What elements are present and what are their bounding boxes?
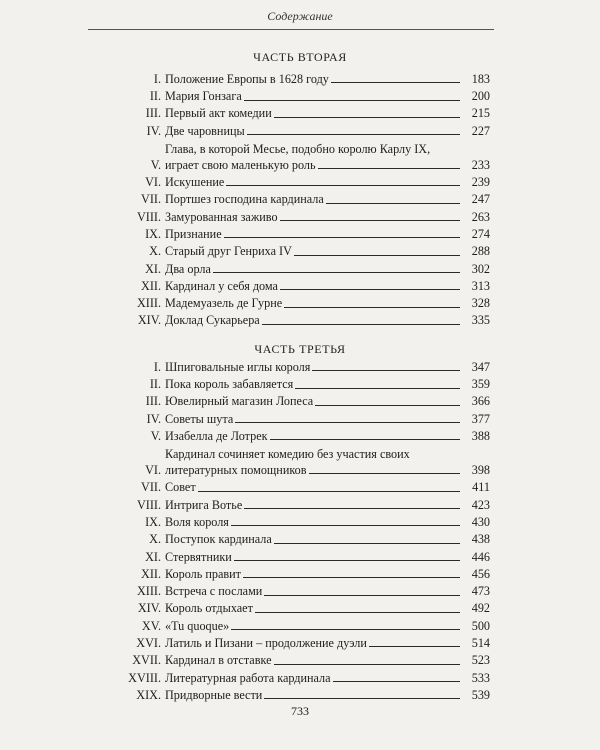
chapter-page: 274 [471, 226, 490, 241]
toc-entry [100, 259, 490, 276]
chapter-number: VIII. [136, 209, 161, 224]
toc-entry-body [165, 654, 462, 667]
dot-leader [369, 646, 460, 647]
chapter-title: Две чаровницы [165, 123, 245, 138]
dot-leader [274, 117, 460, 118]
chapter-title: Ювелирный магазин Лопеса [165, 394, 314, 409]
toc-entry-body [165, 211, 462, 224]
chapter-title: Доклад Сукарьера [165, 313, 260, 328]
chapter-number: XI. [145, 261, 161, 276]
toc-entry [100, 409, 490, 426]
chapter-title-line2: играет свою маленькую роль [165, 157, 316, 172]
dot-leader [331, 82, 460, 83]
chapter-page: 411 [472, 480, 490, 495]
chapter-title: Король отдыхает [165, 601, 253, 616]
toc-entry [100, 311, 490, 328]
chapter-page: 302 [471, 261, 490, 276]
dot-leader [264, 595, 460, 596]
dot-leader [224, 237, 460, 238]
toc-entry-body [165, 176, 462, 189]
chapter-title: Шпиговальные иглы короля [165, 359, 311, 374]
chapter-page: 335 [471, 313, 490, 328]
chapter-title: Стервятники [165, 549, 232, 564]
part-two-title: ЧАСТЬ ВТОРАЯ [253, 50, 347, 64]
toc-entry-body [165, 73, 462, 86]
dot-leader [262, 324, 460, 325]
header-rule [88, 29, 494, 30]
chapter-title: Литературная работа кардинала [165, 670, 331, 685]
chapter-title: Поступок кардинала [165, 532, 272, 547]
dot-leader [318, 168, 460, 169]
chapter-page: 446 [471, 549, 490, 564]
chapter-title: Замурованная заживо [165, 209, 278, 224]
dot-leader [284, 307, 460, 308]
chapter-page: 247 [471, 192, 490, 207]
toc-entry-body [165, 395, 462, 408]
toc-entry-body [165, 125, 462, 138]
toc-entry-body [165, 516, 462, 529]
chapter-title: Искушение [165, 175, 225, 190]
toc-entry [100, 357, 490, 374]
chapter-page: 430 [471, 514, 490, 529]
chapter-number: XII. [141, 566, 161, 581]
toc-entry [100, 564, 490, 581]
chapter-page: 473 [471, 584, 490, 599]
dot-leader [274, 543, 460, 544]
running-header: Содержание [267, 9, 333, 23]
toc-entry [100, 685, 490, 702]
page-number: 733 [291, 704, 309, 718]
chapter-page: 288 [471, 244, 490, 259]
dot-leader [198, 491, 460, 492]
toc-entry [100, 207, 490, 224]
chapter-number: VI. [145, 463, 161, 478]
toc-entry [100, 172, 490, 189]
chapter-number: V. [150, 429, 161, 444]
chapter-page: 347 [471, 359, 490, 374]
chapter-title: Латиль и Пизани – продолжение дуэли [165, 636, 367, 651]
toc-entry-body [165, 533, 462, 546]
chapter-number: X. [149, 244, 161, 259]
chapter-title: Придворные вести [165, 687, 263, 702]
dot-leader [326, 203, 460, 204]
chapter-title-line1: Кардинал сочиняет комедию без участия своих [165, 447, 410, 462]
toc-entry-body [165, 245, 462, 258]
toc-entry [100, 276, 490, 293]
toc-entry-body [165, 107, 462, 120]
chapter-title: Мадемуазель де Гурне [165, 296, 283, 311]
toc-entry-body [165, 413, 462, 426]
chapter-title: Первый акт комедии [165, 106, 272, 121]
toc-entry [100, 512, 490, 529]
chapter-page: 263 [471, 209, 490, 224]
chapter-page: 200 [471, 89, 490, 104]
chapter-page: 233 [471, 157, 490, 172]
chapter-page: 359 [471, 377, 490, 392]
toc-entry [100, 477, 490, 494]
toc-entry [100, 668, 490, 685]
chapter-number: IV. [146, 123, 161, 138]
chapter-title: Кардинал у себя дома [165, 278, 278, 293]
toc-entry-body [165, 637, 462, 650]
toc-entry [100, 633, 490, 650]
chapter-title: Воля короля [165, 514, 229, 529]
part-three-toc [100, 357, 490, 702]
toc-entry [100, 581, 490, 598]
chapter-page: 239 [471, 175, 490, 190]
toc-entry-body [165, 297, 462, 310]
chapter-number: XVI. [136, 636, 161, 651]
chapter-number: XIX. [136, 687, 161, 702]
toc-entry [100, 650, 490, 667]
chapter-number: XIII. [136, 296, 161, 311]
toc-entry-body [165, 430, 462, 443]
chapter-number: II. [149, 377, 161, 392]
chapter-page: 533 [471, 670, 490, 685]
chapter-number: IX. [145, 514, 161, 529]
chapter-number: X. [149, 532, 161, 547]
chapter-title: Изабелла де Лотрек [165, 429, 268, 444]
chapter-number: I. [153, 71, 161, 86]
chapter-title-line2-row [165, 464, 462, 477]
chapter-title: «Tu quoque» [165, 618, 230, 633]
dot-leader [244, 100, 460, 101]
chapter-number: VII. [141, 192, 161, 207]
chapter-number: III. [145, 394, 161, 409]
toc-entry-body [165, 585, 462, 598]
chapter-title: Встреча с послами [165, 584, 263, 599]
dot-leader [280, 220, 460, 221]
chapter-page: 183 [471, 71, 490, 86]
toc-entry [100, 69, 490, 86]
toc-entry-body [165, 499, 462, 512]
chapter-number: VI. [145, 175, 161, 190]
dot-leader [312, 370, 460, 371]
chapter-title: Пока король забавляется [165, 377, 294, 392]
chapter-page: 423 [471, 497, 490, 512]
dot-leader [235, 422, 460, 423]
chapter-number: VII. [141, 480, 161, 495]
toc-entry-body [165, 620, 462, 633]
chapter-number: III. [145, 106, 161, 121]
toc-entry-body [165, 602, 462, 615]
dot-leader [244, 508, 460, 509]
chapter-title-line1: Глава, в которой Месье, подобно королю Карлу IX, [165, 141, 431, 156]
chapter-page: 227 [471, 123, 490, 138]
toc-entry [100, 392, 490, 409]
toc-entry-body [165, 672, 462, 685]
chapter-page: 377 [471, 411, 490, 426]
dot-leader [247, 134, 460, 135]
chapter-title: Старый друг Генриха IV [165, 244, 292, 259]
chapter-page: 438 [471, 532, 490, 547]
toc-entry [100, 426, 490, 443]
chapter-title: Совет [165, 480, 196, 495]
toc-entry [100, 599, 490, 616]
chapter-page: 215 [471, 106, 490, 121]
dot-leader [231, 525, 460, 526]
chapter-title: Портшез господина кардинала [165, 192, 324, 207]
chapter-number: IX. [145, 226, 161, 241]
toc-entry-body [165, 90, 462, 103]
chapter-title: Мария Гонзага [165, 89, 242, 104]
chapter-number: V. [150, 157, 161, 172]
toc-entry [100, 241, 490, 258]
chapter-page: 523 [471, 653, 490, 668]
dot-leader [274, 664, 461, 665]
toc-entry [100, 189, 490, 206]
toc-entry [100, 443, 490, 477]
toc-entry-body [165, 193, 462, 206]
dot-leader [243, 577, 460, 578]
chapter-number: XVII. [132, 653, 161, 668]
toc-entry-body [165, 228, 462, 241]
chapter-number: XIII. [136, 584, 161, 599]
toc-entry-body [165, 361, 462, 374]
dot-leader [231, 629, 460, 630]
chapter-page: 500 [471, 618, 490, 633]
dot-leader [333, 681, 460, 682]
toc-entry-body [165, 143, 462, 172]
chapter-page: 539 [471, 687, 490, 702]
chapter-page: 492 [471, 601, 490, 616]
dot-leader [294, 255, 460, 256]
chapter-title: Король правит [165, 566, 241, 581]
toc-entry-body [165, 263, 462, 276]
toc-entry-body [165, 378, 462, 391]
chapter-number: II. [149, 89, 161, 104]
toc-entry-body [165, 280, 462, 293]
dot-leader [234, 560, 460, 561]
chapter-title: Положение Европы в 1628 году [165, 71, 329, 86]
dot-leader [264, 698, 460, 699]
toc-entry-body [165, 568, 462, 581]
chapter-title: Интрига Вотье [165, 497, 243, 512]
toc-entry-body [165, 314, 462, 327]
chapter-number: VIII. [136, 497, 161, 512]
chapter-number: XV. [141, 618, 161, 633]
toc-entry [100, 529, 490, 546]
chapter-page: 398 [471, 463, 490, 478]
dot-leader [226, 185, 460, 186]
toc-entry [100, 224, 490, 241]
chapter-title: Кардинал в отставке [165, 653, 272, 668]
chapter-title-line2: литературных помощников [165, 463, 307, 478]
chapter-number: XIV. [137, 313, 161, 328]
chapter-page: 313 [471, 278, 490, 293]
dot-leader [280, 289, 460, 290]
chapter-page: 366 [471, 394, 490, 409]
chapter-title: Советы шута [165, 411, 234, 426]
dot-leader [295, 388, 460, 389]
part-three-title: ЧАСТЬ ТРЕТЬЯ [254, 342, 346, 356]
dot-leader [309, 473, 461, 474]
chapter-number: IV. [146, 411, 161, 426]
toc-entry [100, 86, 490, 103]
toc-entry [100, 547, 490, 564]
toc-entry [100, 121, 490, 138]
chapter-title: Два орла [165, 261, 211, 276]
toc-entry-body [165, 448, 462, 477]
dot-leader [255, 612, 460, 613]
chapter-number: XI. [145, 549, 161, 564]
toc-entry-body [165, 481, 462, 494]
chapter-number: XIV. [137, 601, 161, 616]
chapter-number: I. [153, 359, 161, 374]
toc-entry [100, 293, 490, 310]
dot-leader [270, 439, 460, 440]
chapter-number: XII. [141, 278, 161, 293]
dot-leader [315, 405, 460, 406]
chapter-number: XVIII. [128, 670, 161, 685]
toc-entry [100, 374, 490, 391]
chapter-page: 328 [471, 296, 490, 311]
toc-entry [100, 104, 490, 121]
toc-entry [100, 138, 490, 172]
toc-entry-body [165, 551, 462, 564]
part-two-toc [100, 69, 490, 328]
chapter-title: Признание [165, 226, 222, 241]
toc-entry [100, 495, 490, 512]
chapter-page: 456 [471, 566, 490, 581]
chapter-title-line2-row [165, 159, 462, 172]
dot-leader [213, 272, 460, 273]
chapter-page: 388 [471, 429, 490, 444]
chapter-page: 514 [471, 636, 490, 651]
toc-entry [100, 616, 490, 633]
toc-entry-body [165, 689, 462, 702]
